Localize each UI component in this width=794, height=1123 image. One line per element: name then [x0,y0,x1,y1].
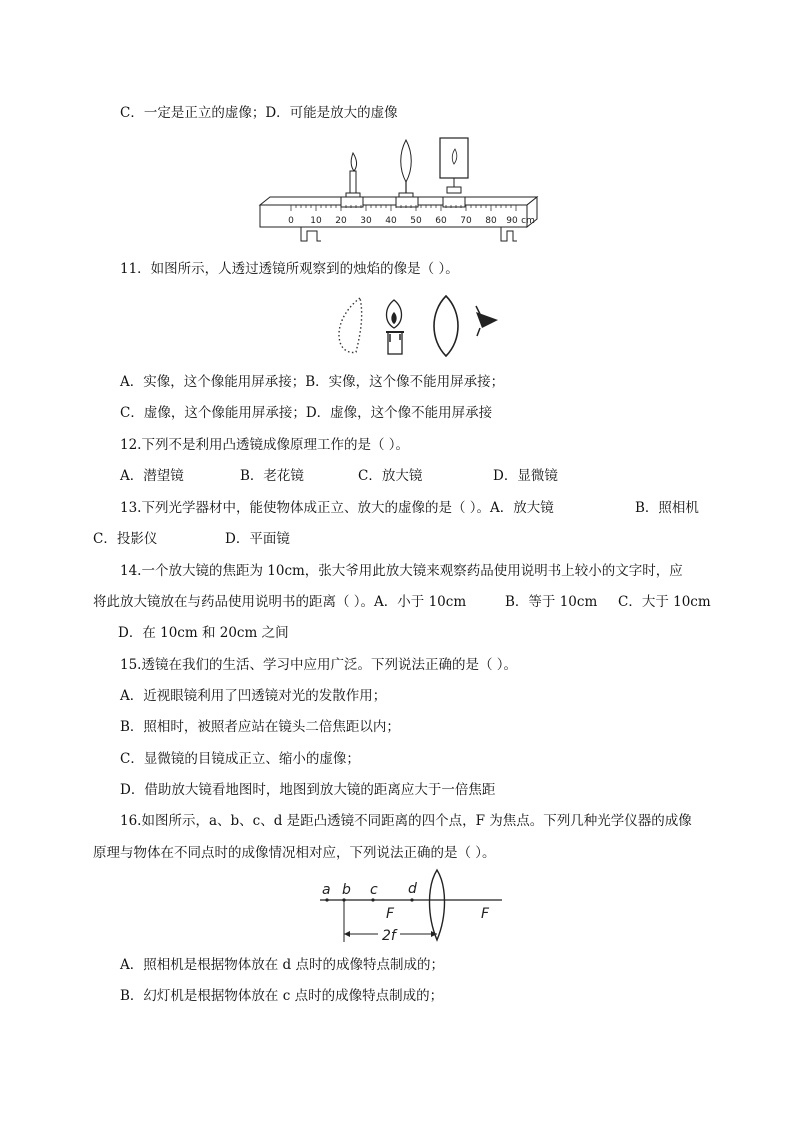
option-cd-q10: C．一定是正立的虚像；D．可能是放大的虚像 [120,105,398,121]
question-13: 13.下列光学器材中，能使物体成正立、放大的虚像的是（ ）。A．放大镜 [120,500,554,516]
convex-lens-icon [434,296,458,356]
q14-option-b: B．等于 10cm [505,594,598,610]
q15-option-a: A．近视眼镜利用了凹透镜对光的发散作用； [120,688,387,704]
q13-option-d: D．平面镜 [225,531,290,547]
q11-options-ab: A．实像，这个像能用屏承接；B．实像，这个像不能用屏承接； [120,374,505,390]
candle-icon [346,153,360,197]
q12-option-a: A．潜望镜 [120,468,184,484]
q14-option-c: C．大于 10cm [618,594,711,610]
point-label-d: d [408,881,417,897]
question-11: 11．如图所示，人透过透镜所观察到的烛焰的像是（ ）。 [120,261,459,277]
q12-option-d: D．显微镜 [493,468,558,484]
point-label-b: b [342,882,351,898]
q13-option-b: B．照相机 [635,500,699,516]
question-14-line1: 14.一个放大镜的焦距为 10cm，张大爷用此放大镜来观察药品使用说明书上较小的文字时，应 [120,563,683,579]
question-14-line2: 将此放大镜放在与药品使用说明书的距离（ ）。A．小于 10cm [93,594,467,610]
question-15: 15.透镜在我们的生活、学习中应用广泛。下列说法正确的是（ ）。 [120,657,518,673]
scale-label: 70 [460,216,472,226]
scale-label: 40 [385,216,397,226]
bench-ruler [260,197,537,241]
candle-flame-icon [386,300,404,354]
scale-label: 90 [506,216,518,226]
scale-label: cm [521,216,535,226]
scale-label: 50 [410,216,422,226]
lens-icon [399,140,413,197]
scale-label: 60 [435,216,447,226]
scale-label: 30 [360,216,372,226]
q14-option-d: D．在 10cm 和 20cm 之间 [118,625,289,641]
dotted-flame-icon [339,298,362,353]
q13-option-c: C．投影仪 [93,531,158,547]
question-12: 12.下列不是利用凸透镜成像原理工作的是（ ）。 [120,437,410,453]
scale-label: 20 [335,216,347,226]
q16-option-b: B．幻灯机是根据物体放在 c 点时的成像特点制成的； [120,988,444,1004]
question-16-line2: 原理与物体在不同点时的成像情况相对应，下列说法正确的是（ ）。 [93,845,496,861]
q12-option-c: C．放大镜 [358,468,423,484]
q11-options-cd: C．虚像，这个像能用屏承接；D．虚像，这个像不能用屏承接 [120,405,493,421]
scale-label: 10 [310,216,322,226]
q12-option-b: B．老花镜 [240,468,304,484]
screen-icon [440,138,468,193]
point-label-a: a [322,882,331,898]
optical-bench-figure [255,135,540,247]
q15-option-d: D．借助放大镜看地图时，地图到放大镜的距离应大于一倍焦距 [120,782,496,798]
q15-option-b: B．照相时，被照者应站在镜头二倍焦距以内； [120,719,400,735]
distance-label: 2f [382,928,396,944]
q11-images-figure [330,292,505,360]
scale-label: 0 [288,216,294,226]
point-label-c: c [370,882,378,898]
focus-label-right: F [481,906,490,922]
lens-points-figure [316,866,506,946]
scale-label: 80 [485,216,497,226]
focus-label-left: F [386,906,395,922]
convex-lens-icon [430,870,445,940]
q15-option-c: C．显微镜的目镜成正立、缩小的虚像； [120,751,360,767]
q16-option-a: A．照相机是根据物体放在 d 点时的成像特点制成的； [120,957,444,973]
inverted-flame-icon [476,306,498,336]
question-16-line1: 16.如图所示，a、b、c、d 是距凸透镜不同距离的四个点，F 为焦点。下列几种光学仪器的成像 [120,813,692,829]
